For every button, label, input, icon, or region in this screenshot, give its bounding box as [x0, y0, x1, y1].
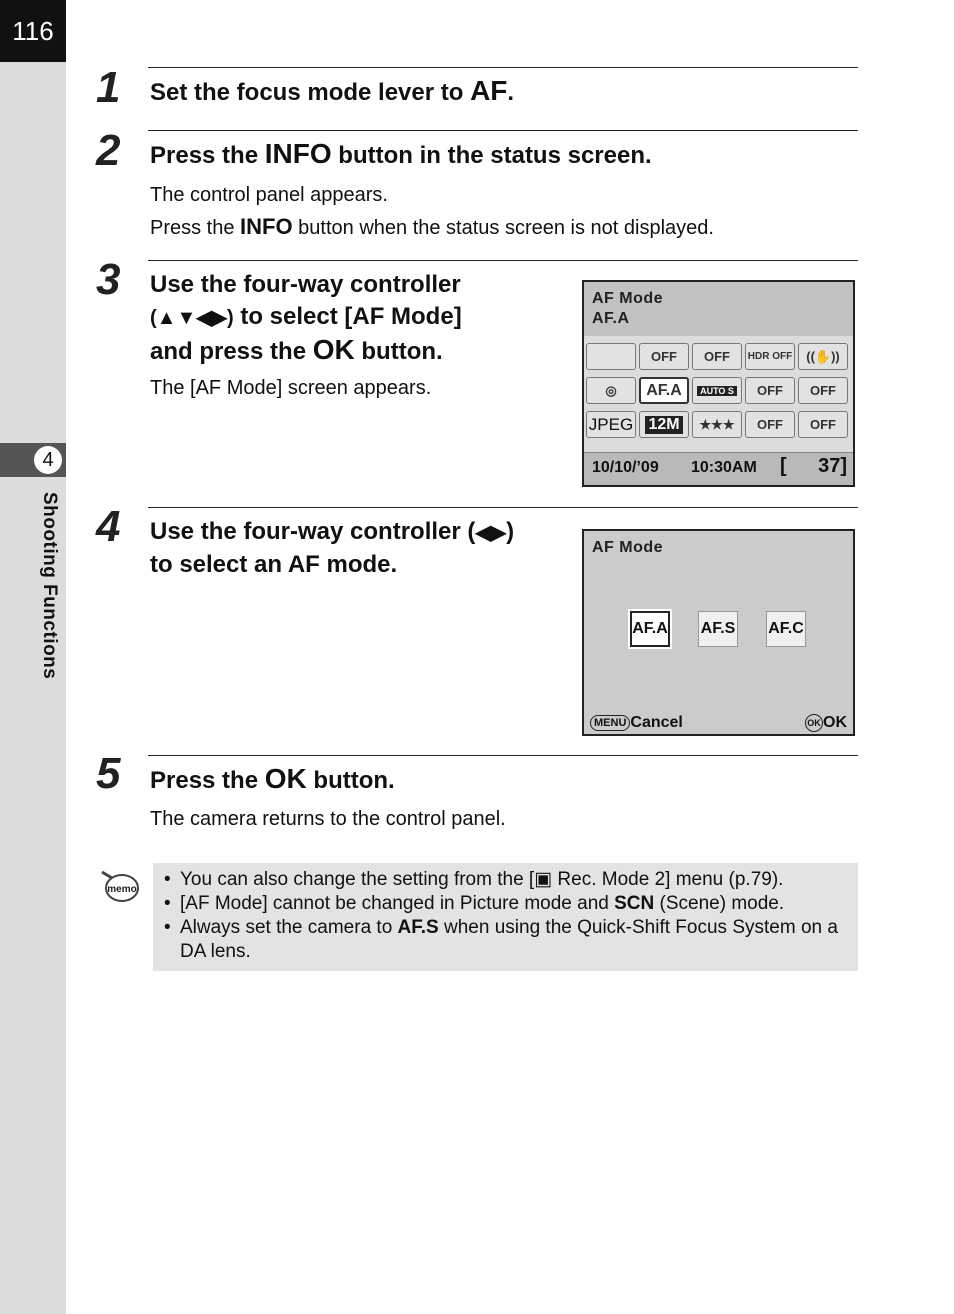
date-readout: 10/10/’09	[592, 459, 659, 476]
camera-icon: ▣	[534, 869, 553, 890]
heading-line	[150, 334, 462, 368]
step-divider	[148, 130, 858, 131]
dynamic-range-icon: OFF	[692, 343, 742, 370]
body-text: Press the	[150, 217, 241, 239]
memo-text: Always set the camera to	[180, 917, 398, 938]
heading-text: Set the focus mode lever to	[150, 79, 471, 106]
memo-text: when using the Quick-Shift Focus System on a DA lens.	[180, 917, 838, 962]
screen-title: AF Mode	[592, 539, 664, 556]
noise-reduction-icon: OFF	[745, 411, 795, 438]
image-size-label: 12M	[645, 416, 682, 434]
screen-title: AF Mode	[592, 290, 664, 307]
step-number: 1	[96, 63, 121, 112]
memo-item	[162, 868, 852, 892]
memo-text: You can also change the setting from the [	[180, 869, 535, 890]
file-format-cell: JPEG	[586, 411, 636, 438]
step-divider	[148, 67, 858, 68]
info-button-icon: INFO	[240, 214, 293, 239]
step-heading	[150, 516, 514, 581]
memo-text: Rec. Mode 2] menu (p.79).	[552, 869, 784, 890]
step-body: The [AF Mode] screen appears.	[150, 377, 432, 399]
digital-filter-icon: OFF	[639, 343, 689, 370]
heading-line: to select an AF mode.	[150, 551, 398, 578]
shots-remaining: 37]	[818, 455, 847, 477]
left-right-arrows-icon: ◀▶	[475, 522, 507, 544]
chapter-number: 4	[34, 446, 62, 474]
heading-line	[150, 301, 462, 334]
memo-list	[162, 868, 852, 964]
panel-status-bar	[584, 452, 853, 485]
flash-comp-icon: OFF	[745, 377, 795, 404]
cancel-hint	[590, 714, 683, 732]
heading-text: to select [AF Mode]	[233, 303, 462, 330]
heading-text: Press the	[150, 142, 265, 169]
step-number: 4	[96, 502, 121, 551]
af-option-afs[interactable]: AF.S	[698, 611, 738, 647]
memo-item	[162, 892, 852, 916]
af-mode-cell: AF.A	[639, 377, 689, 404]
heading-text: button.	[306, 767, 395, 794]
info-button-icon: INFO	[264, 138, 332, 169]
heading-line: Use the four-way controller	[150, 271, 461, 298]
step-heading	[150, 75, 514, 109]
step-heading	[150, 138, 652, 172]
memo-item	[162, 916, 852, 964]
step-number: 3	[96, 255, 121, 304]
afs-label: AF.S	[397, 917, 439, 938]
af-option-afa[interactable]: AF.A	[630, 611, 670, 647]
quality-cell: ★★★	[692, 411, 742, 438]
ok-button-icon: OK	[805, 714, 823, 732]
heading-text: )	[506, 518, 515, 545]
step-heading	[150, 763, 395, 797]
heading-line	[150, 516, 514, 549]
af-mode-screen	[582, 529, 855, 736]
memo-label: memo	[107, 884, 137, 895]
heading-text: and press the	[150, 338, 313, 365]
step-number: 5	[96, 749, 121, 798]
af-option-afc[interactable]: AF.C	[766, 611, 806, 647]
step-heading	[150, 269, 462, 368]
ok-label: OK	[823, 714, 847, 731]
image-size-cell	[639, 411, 689, 438]
heading-text: button.	[354, 338, 443, 365]
menu-button-icon: MENU	[590, 715, 630, 731]
scene-mode-icon: SCN	[614, 893, 655, 914]
heading-text: button in the status screen.	[331, 142, 652, 169]
bracket-left: [	[780, 455, 787, 477]
step-body	[150, 215, 714, 240]
cancel-label: Cancel	[630, 714, 683, 731]
ok-button-icon: OK	[264, 763, 307, 794]
step-number: 2	[96, 126, 121, 175]
ok-hint	[805, 714, 847, 732]
body-text: button when the status screen is not displayed.	[292, 217, 714, 239]
step-body: The camera returns to the control panel.	[150, 808, 506, 830]
time-readout: 10:30AM	[691, 459, 757, 476]
ok-button-icon: OK	[312, 334, 355, 365]
af-lever-icon: AF	[470, 75, 508, 106]
step-divider	[148, 755, 858, 756]
screen-value: AF.A	[592, 310, 630, 327]
four-way-arrows-icon: (▲▼◀▶)	[150, 307, 234, 329]
memo-text: (Scene) mode.	[654, 893, 785, 914]
af-point-label: AUTO S	[697, 386, 737, 396]
step-body: The control panel appears.	[150, 184, 388, 206]
memo-icon	[98, 868, 140, 904]
memo-text: [AF Mode] cannot be changed in Picture mode and	[180, 893, 615, 914]
shake-reduction-icon: ((✋))	[798, 343, 848, 370]
af-point-icon	[692, 377, 742, 404]
custom-image-icon	[586, 343, 636, 370]
control-panel-screen	[582, 280, 855, 487]
high-iso-nr-icon: OFF	[798, 411, 848, 438]
step-divider	[148, 260, 858, 261]
metering-icon: ◎	[586, 377, 636, 404]
heading-text: Use the four-way controller (	[150, 518, 476, 545]
heading-text: Press the	[150, 767, 265, 794]
setting-grid	[585, 343, 854, 438]
heading-text: .	[507, 79, 515, 106]
page-number: 116	[0, 0, 66, 62]
lens-correction-icon: OFF	[798, 377, 848, 404]
hdr-icon: HDR OFF	[745, 343, 795, 370]
chapter-title: Shooting Functions	[39, 492, 60, 680]
step-divider	[148, 507, 858, 508]
